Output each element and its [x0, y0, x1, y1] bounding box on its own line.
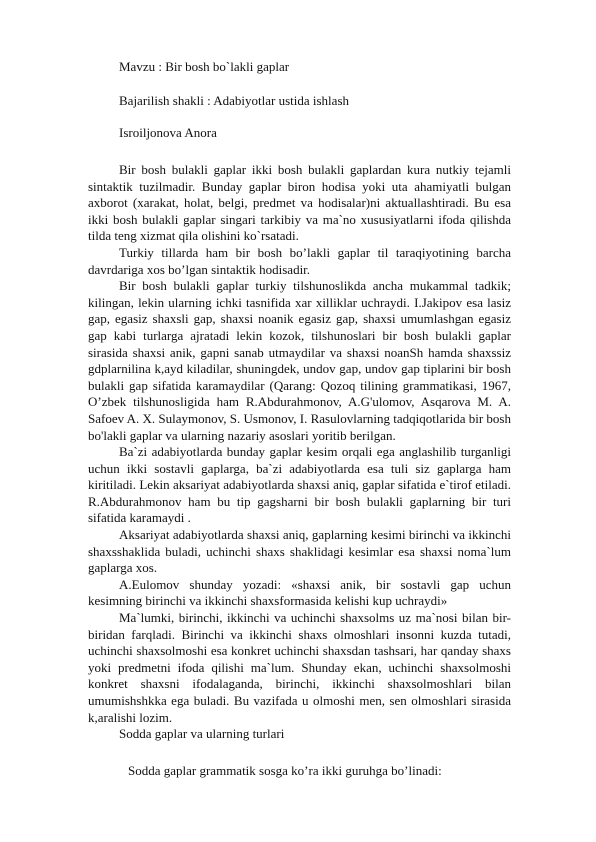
paragraph-6: A.Eulomov shunday yozadi: «shaxsi anik, bir sostavli gap uchun kesimning birinchi va ikkinchi shaxsformasida kelishi kup uchraydi» — [88, 576, 511, 609]
paragraph-1: Bir bosh bulakli gaplar ikki bosh bulakli gaplardan kura nutkiy tejamli sintaktik tuzilmadir. Bunday gaplar biron hodisa yoki uta ahamiyatli bulgan axborot (xarakat, holat, belgi, predmet va hodisalar)ni aktuallashtiradi. Bu esa ikki bosh bulakli gaplar singari tarkibiy va ma`no xususiyatlarni ifoda qilishda tilda teng xizmat qila olishini ko`rsatadi. — [88, 162, 511, 244]
paragraph-5: Aksariyat adabiyotlarda shaxsi aniq, gaplarning kesimi birinchi va ikkinchi shaxsshaklida buladi, uchinchi shaxs shaklidagi kesimlar esa shaxsi noma`lum gaplarga xos. — [88, 527, 511, 576]
topic-line: Mavzu : Bir bosh bo`lakli gaplar — [119, 59, 290, 74]
closing-line: Sodda gaplar grammatik sosga ko’ra ikki guruhga bo’linadi: — [128, 763, 442, 778]
paragraph-4: Ba`zi adabiyotlarda bunday gaplar kesim orqali ega anglashilib turganligi uchun ikki sostavli gaplarga, ba`zi adabiyotlarda esa tuli siz gaplarga ham kiritiladi. Lekin aksariyat adabiyotlarda shaxsi aniq, gaplar sifatida e`tirof etiladi. R.Abdurahmonov ham bu tip gagsharni bir bosh bulakli gaplarning bir turi sifatida karamaydi . — [88, 444, 511, 526]
author-line: Isroiljonova Anora — [119, 125, 217, 140]
paragraph-2: Turkiy tillarda ham bir bosh bo’lakli gaplar til taraqiyotining barcha davrdariga xos bo’lgan sintaktik hodisadir. — [88, 244, 511, 277]
method-line: Bajarilish shakli : Adabiyotlar ustida ishlash — [119, 93, 350, 108]
paragraph-3: Bir bosh bulakli gaplar turkiy tilshunoslikda ancha mukammal tadkik; kilingan, lekin ularning ichki tasnifida xar xilliklar uchraydi. I.Jakipov esa lasiz gap, egasiz shaxsli gap, shaxsi noanik egasiz gap, shaxsi umumlashgan egasiz gap kabi turlarga ajratadi lekin kozok, tilshunoslari bir bosh bulakli gaplar sirasida shaxsi anik, gapni sanab utmaydilar va shaxsi noanSh hamda shaxssiz gdplarnilina k,ayd kiladilar, shuningdek, undov gap, undov gap tiplarini bir bosh bulakli gap sifatida karamaydilar (Qarang: Qozoq tilining grammatikasi, 1967, O’zbek tilshunosligida ham R.Abdurahmonov, A.G'ulomov, Asqarova M. A. Safoev A. X. Sulaymonov, S. Usmonov, I. Rasulovlarning tadqiqotlarida bir bosh bo'lakli gaplar va ularning nazariy asoslari yoritib berilgan. — [88, 278, 511, 443]
paragraph-7: Ma`lumki, birinchi, ikkinchi va uchinchi shaxsolms uz ma`nosi bilan bir-biridan farqladi. Birinchi va ikkinchi shaxs olmoshlari insonni kuzda tutadi, uchinchi shaxsolmoshi esa konkret uchinchi shaxsdan tashsari, har qanday shaxs yoki predmetni ifoda qilishi ma`lum. Shunday ekan, uchinchi shaxsolmoshi konkret shaxsni ifodalaganda, birinchi, ikkinchi shaxsolmoshlari bilan umumishshkka ega buladi. Bu vazifada u olmoshi men, sen olmoshlari sirasida k,aralishi lozim. — [88, 610, 511, 725]
body-text — [88, 162, 511, 743]
subheading: Sodda gaplar va ularning turlari — [119, 726, 285, 742]
